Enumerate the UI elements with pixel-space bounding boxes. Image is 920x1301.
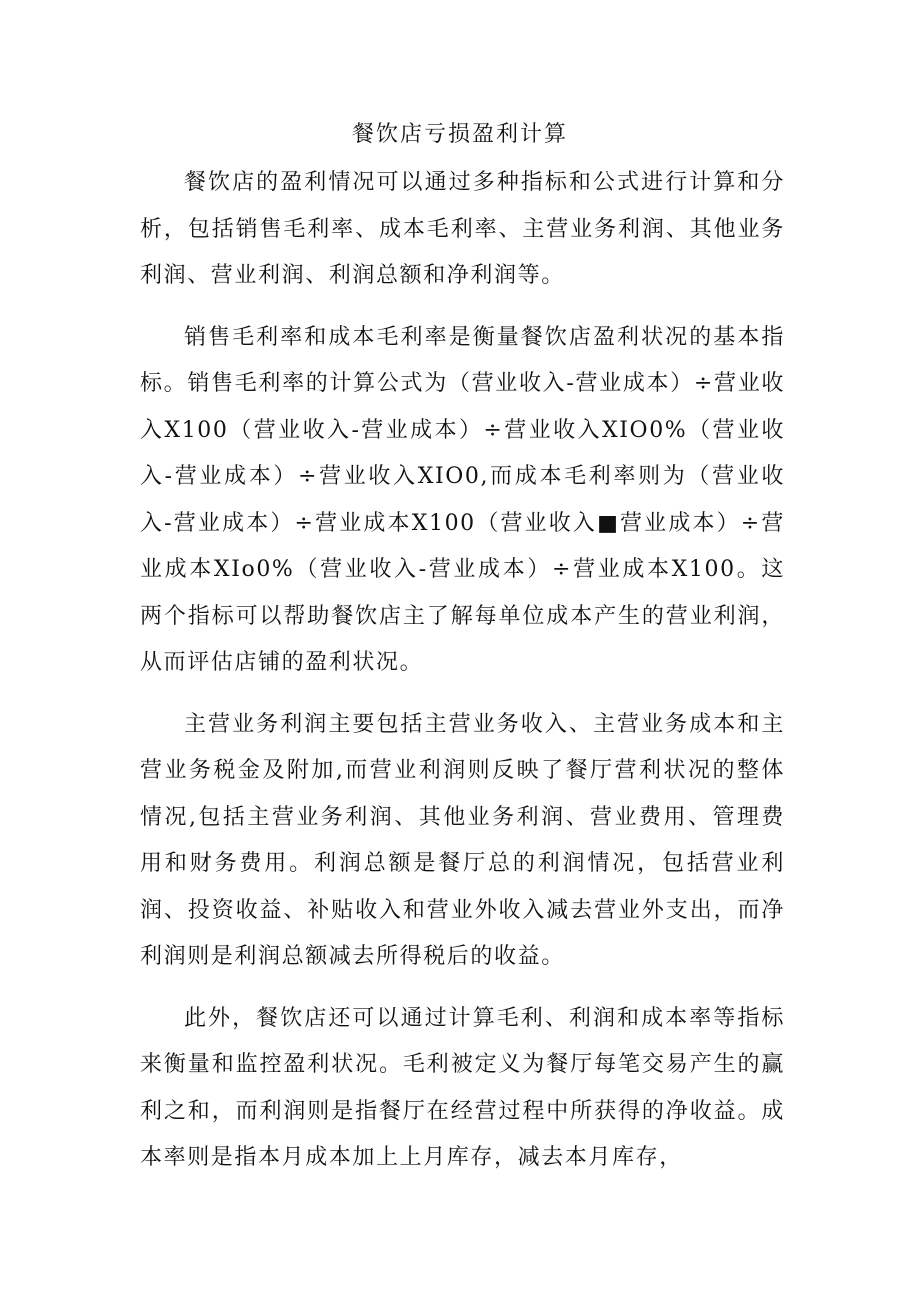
paragraph-gross-margin: 销售毛利率和成本毛利率是衡量餐饮店盈利状况的基本指标。销售毛利率的计算公式为（营业收入-营业成本）÷营业收入X100（营业收入-营业成本）÷营业收入XIO0%（营业收入-营业成本）÷营业收入XIO0,而成本毛利率则为（营业收入-营业成本）÷营业成本X100（营业收入■营业成本）÷营业成本XIo0%（营业收入-营业成本）÷营业成本X100。这两个指标可以帮助餐饮店主了解每单位成本产生的营业利润，从而评估店铺的盈利状况。	[140, 324, 785, 675]
document-body	[140, 160, 785, 1182]
paragraph-business-profit: 主营业务利润主要包括主营业务收入、主营业务成本和主营业务税金及附加,而营业利润则反映了餐厅营利状况的整体情况,包括主营业务利润、其他业务利润、营业费用、管理费用和财务费用。利润总额是餐厅总的利润情况，包括营业利润、投资收益、补贴收入和营业外收入减去营业外支出，而净利润则是利润总额减去所得税后的收益。	[140, 711, 785, 969]
paragraph-other-metrics: 此外，餐饮店还可以通过计算毛利、利润和成本率等指标来衡量和监控盈利状况。毛利被定义为餐厅每笔交易产生的赢利之和，而利润则是指餐厅在经营过程中所获得的净收益。成本率则是指本月成本加上上月库存，减去本月库存，	[140, 1005, 785, 1170]
document-title: 餐饮店亏损盈利计算	[351, 122, 568, 147]
paragraph-intro: 餐饮店的盈利情况可以通过多种指标和公式进行计算和分析，包括销售毛利率、成本毛利率、主营业务利润、其他业务利润、营业利润、利润总额和净利润等。	[140, 170, 785, 288]
